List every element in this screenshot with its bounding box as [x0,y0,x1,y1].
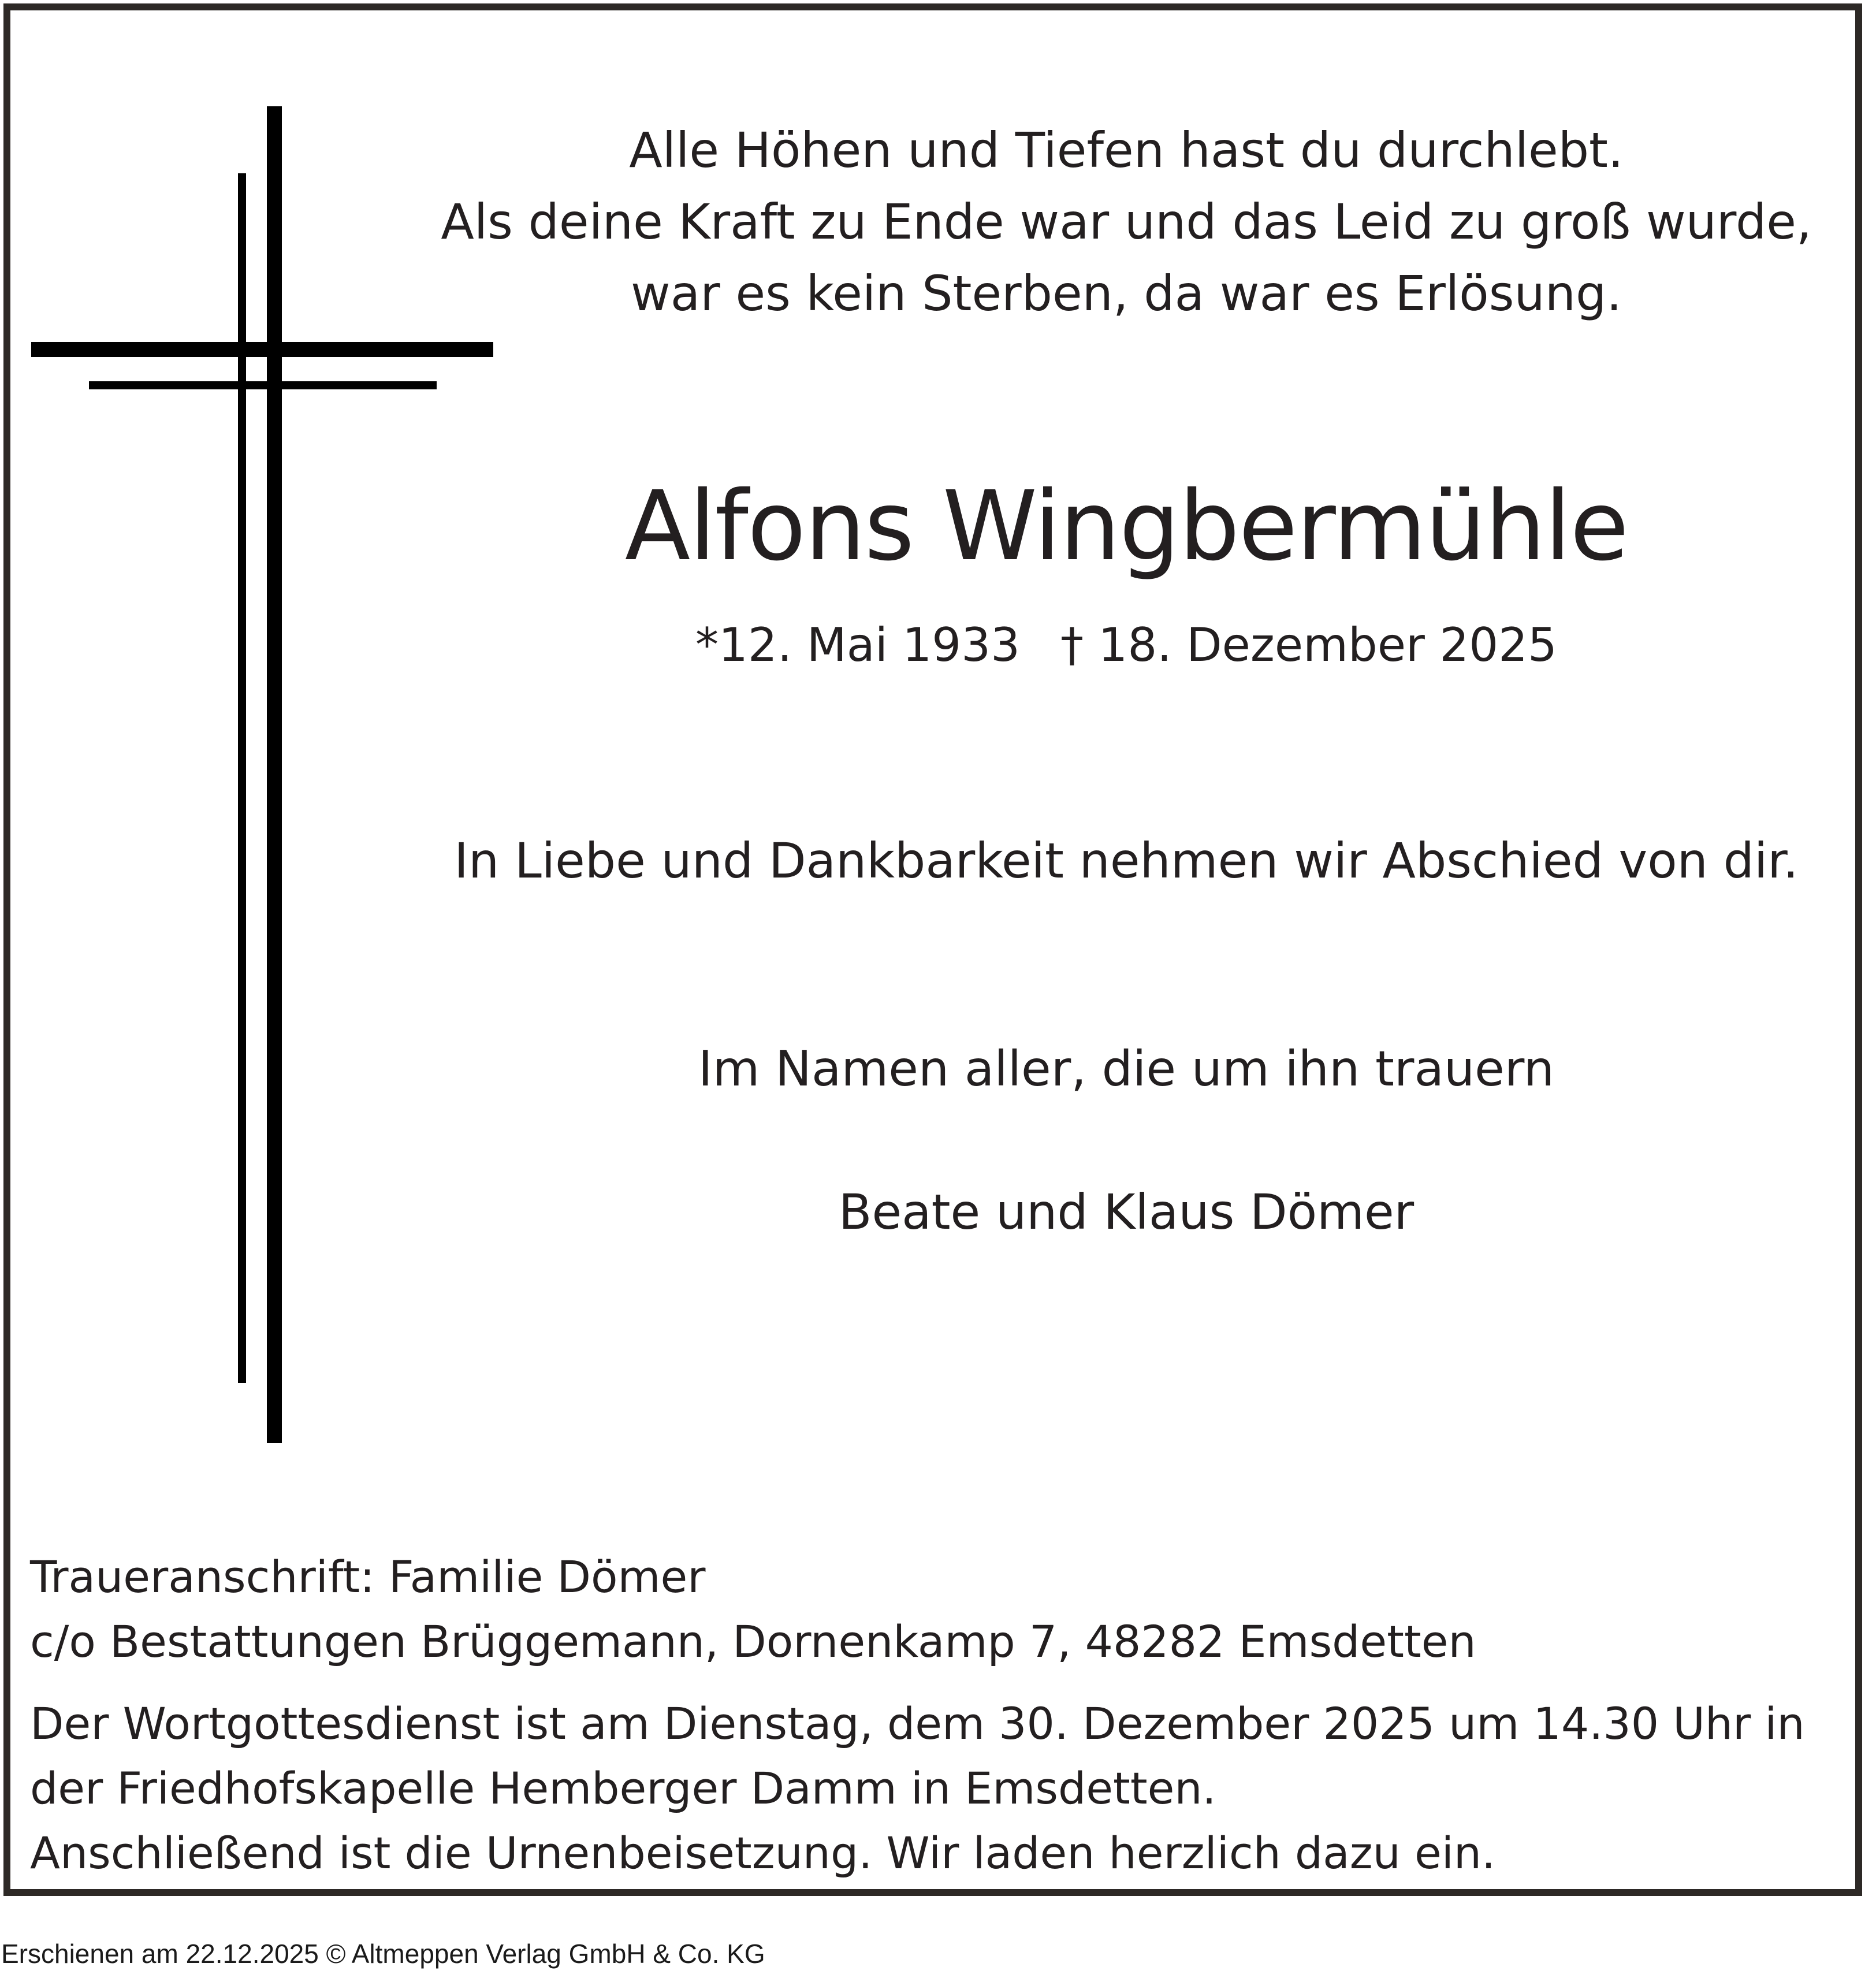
farewell-text: In Liebe und Dankbarkeit nehmen wir Abschied von dir. [454,832,1799,889]
publication-imprint: Erschienen am 22.12.2025 © Altmeppen Verlag GmbH & Co. KG [1,1939,765,1969]
cross-main-horizontal [31,342,493,357]
mourners-names: Beate und Klaus Dömer [838,1184,1415,1240]
cross-thin-horizontal [89,381,437,389]
verse-line-2: Als deine Kraft zu Ende war und das Leid zu groß wurde, [441,194,1812,250]
deceased-name: Alfons Wingbermühle [624,471,1628,582]
address-line-2: c/o Bestattungen Brüggemann, Dornenkamp 7, 48282 Emsdetten [30,1616,1476,1667]
mourning-address [30,1545,1844,1674]
cross-main-vertical [267,106,282,1443]
death-date: † 18. Dezember 2025 [1060,618,1557,672]
service-line-1: Der Wortgottesdienst ist am Dienstag, dem 30. Dezember 2025 um 14.30 Uhr in [30,1698,1805,1749]
birth-date: *12. Mai 1933 [695,618,1020,672]
service-info [30,1691,1844,1886]
service-line-3: Anschließend ist die Urnenbeisetzung. Wir laden herzlich dazu ein. [30,1827,1496,1879]
verse [381,114,1871,329]
address-line-1: Traueranschrift: Familie Dömer [30,1551,706,1603]
service-line-2: der Friedhofskapelle Hemberger Damm in Emsdetten. [30,1763,1216,1814]
verse-line-1: Alle Höhen und Tiefen hast du durchlebt. [629,122,1624,179]
life-dates [381,614,1871,677]
mourners-intro: Im Namen aller, die um ihn trauern [698,1040,1555,1097]
verse-line-3: war es kein Sterben, da war es Erlösung. [631,265,1622,322]
